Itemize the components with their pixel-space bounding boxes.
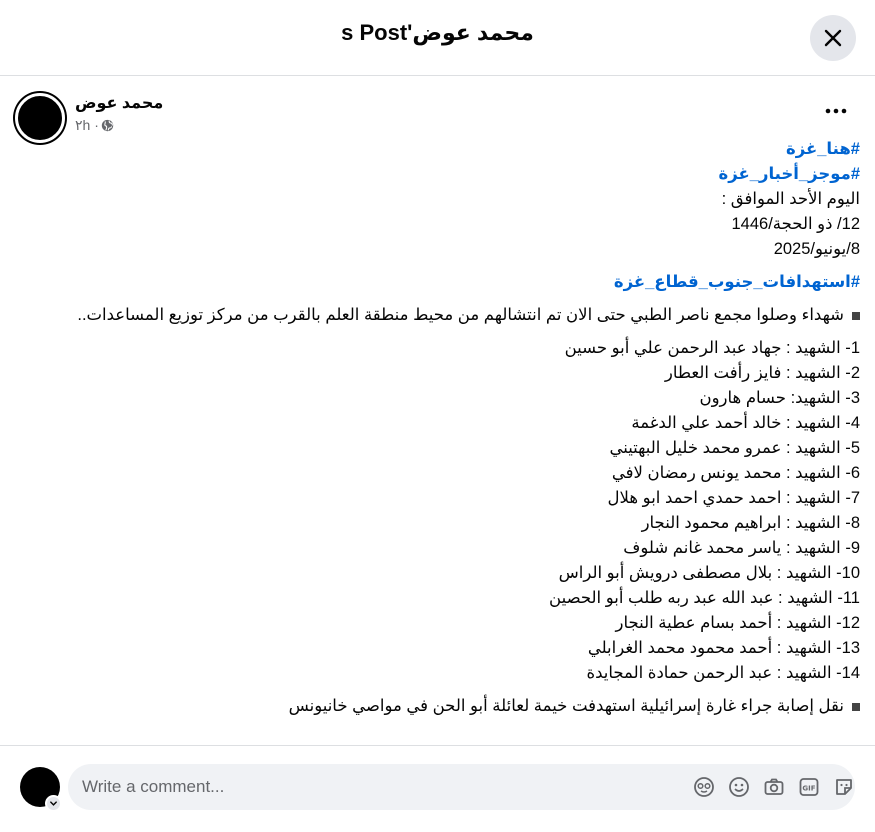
camera-button[interactable]	[762, 775, 785, 798]
gif-button[interactable]	[797, 775, 820, 798]
gif-icon	[798, 776, 820, 798]
martyr-item: 6- الشهيد : محمد يونس رمضان لافي	[611, 464, 860, 482]
bullet-text: نقل إصابة جراء غارة إسرائيلية استهدفت خيمة لعائلة أبو الحن في مواصي خانيونس	[288, 697, 844, 715]
avatar-sticker-icon	[693, 776, 715, 798]
martyr-item: 14- الشهيد : عبد الرحمن حمادة المجايدة	[586, 664, 860, 682]
author-row	[15, 93, 164, 143]
comment-placeholder: Write a comment...	[82, 777, 225, 796]
post-title: s Post'محمد عوض	[341, 20, 534, 45]
martyr-item: 12- الشهيد : أحمد بسام عطية النجار	[615, 614, 860, 632]
author-name[interactable]: محمد عوض	[75, 95, 164, 112]
date-line: 8/يونيو/2025	[773, 240, 860, 258]
martyr-item: 7- الشهيد : احمد حمدي احمد ابو هلال	[607, 489, 860, 507]
martyr-item: 2- الشهيد : فايز رأفت العطار	[664, 364, 860, 382]
more-icon	[823, 103, 849, 119]
sticker-button[interactable]	[832, 775, 855, 798]
post-content-area[interactable]	[0, 77, 875, 745]
hashtag-link[interactable]: #هنا_غزة	[785, 140, 860, 158]
author-info	[75, 93, 163, 134]
bullet-icon	[852, 312, 860, 320]
martyr-item: 10- الشهيد : بلال مصطفى درويش أبو الراس	[558, 564, 860, 582]
emoji-icon	[728, 776, 750, 798]
date-line: اليوم الأحد الموافق :	[721, 190, 860, 208]
martyr-item: 3- الشهيد: حسام هارون	[699, 389, 860, 407]
martyr-item: 13- الشهيد : أحمد محمود محمد الغرابلي	[587, 639, 860, 657]
martyr-item: 8- الشهيد : ابراهيم محمود النجار	[641, 514, 860, 532]
close-icon	[823, 28, 843, 48]
date-line: 12/ ذو الحجة/1446	[731, 215, 860, 233]
post-body	[70, 137, 860, 719]
comment-tools	[692, 775, 855, 798]
bullet-text: شهداء وصلوا مجمع ناصر الطبي حتى الان تم انتشالهم من محيط منطقة العلم بالقرب من مركز توزيع المساعدات..	[77, 306, 844, 324]
bullet-paragraph	[70, 694, 860, 719]
sticker-icon	[833, 776, 855, 798]
close-button[interactable]	[810, 15, 856, 61]
martyr-item: 5- الشهيد : عمرو محمد خليل البهتيني	[609, 439, 860, 457]
bullet-icon	[852, 703, 860, 711]
hashtag-link[interactable]: #موجز_أخبار_غزة	[718, 165, 860, 183]
account-switch-button[interactable]	[45, 795, 62, 812]
author-avatar[interactable]	[15, 93, 65, 143]
martyr-item: 11- الشهيد : عبد الله عبد ربه طلب أبو الحصين	[549, 589, 860, 607]
martyr-item: 9- الشهيد : ياسر محمد غانم شلوف	[623, 539, 860, 557]
globe-icon	[101, 119, 114, 132]
bullet-paragraph	[70, 303, 860, 328]
post-meta	[75, 117, 163, 134]
post-time[interactable]: ٢h ·	[75, 117, 99, 133]
camera-icon	[763, 776, 785, 798]
martyr-item: 1- الشهيد : جهاد عبد الرحمن علي أبو حسين	[564, 339, 860, 357]
avatar-sticker-button[interactable]	[692, 775, 715, 798]
more-options-button[interactable]	[823, 103, 849, 119]
comment-composer	[0, 745, 875, 832]
svg-text:GIF: GIF	[801, 784, 816, 792]
martyr-item: 4- الشهيد : خالد أحمد علي الدغمة	[631, 414, 860, 432]
hashtag-link[interactable]: #استهدافات_جنوب_قطاع_غزة	[613, 273, 860, 291]
post-header	[0, 0, 875, 76]
chevron-down-icon	[49, 799, 58, 808]
emoji-button[interactable]	[727, 775, 750, 798]
